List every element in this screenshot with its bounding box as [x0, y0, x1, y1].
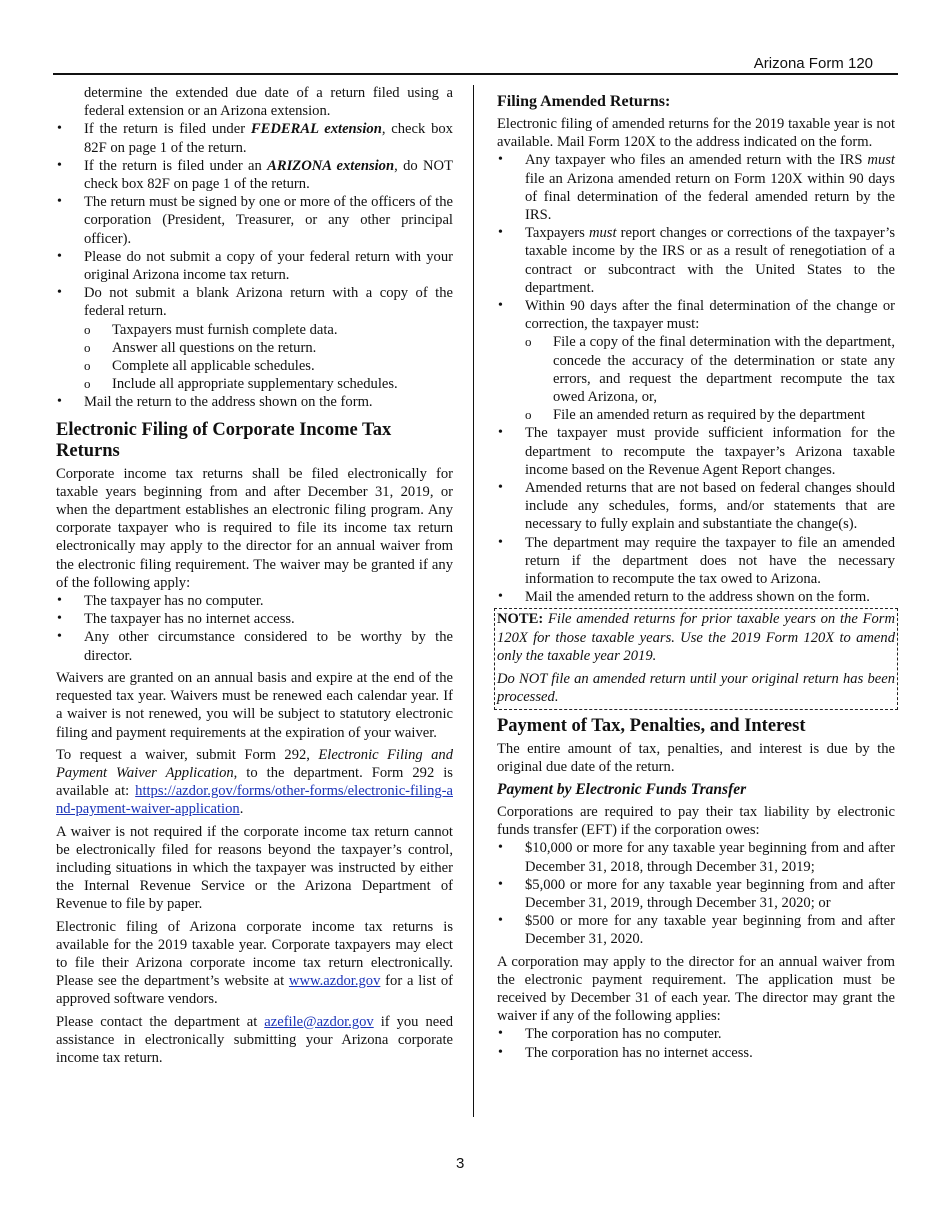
sub-list-item: o Include all appropriate supplementary schedules. [56, 375, 453, 393]
list-item: • Mail the return to the address shown on the form. [56, 393, 453, 411]
section-heading-amended-returns: Filing Amended Returns: [497, 93, 671, 110]
list-item: • Mail the amended return to the address shown on the form. [497, 588, 895, 606]
eft-intro: Corporations are required to pay their tax liability by electronic funds transfer (EFT) if the corporation owes: [497, 803, 895, 839]
list-item: • The corporation has no computer. [497, 1025, 895, 1043]
list-item: • The taxpayer has no internet access. [56, 610, 453, 628]
determination-sub-list [497, 333, 895, 424]
page-number: 3 [456, 1155, 465, 1172]
form-title-header: Arizona Form 120 [753, 55, 873, 72]
list-item: • If the return is filed under an ARIZONA extension, do NOT check box 82F on page 1 of the return. [56, 157, 453, 193]
waiver-renewal-paragraph: Waivers are granted on an annual basis and expire at the end of the requested tax year. Waivers must be renewed each calendar year. If a waiver is not renewed, you will be subject to statutory electronic filing and payment requirements at the expiration of your waiver. [56, 669, 453, 741]
emphasis-federal-extension: FEDERAL extension [250, 121, 382, 138]
emphasis-arizona-extension: ARIZONA extension [267, 157, 395, 174]
list-item: • $5,000 or more for any taxable year beginning from and after December 31, 2019, through December 31, 2020; or [497, 876, 895, 912]
sub-list-item: o Answer all questions on the return. [56, 339, 453, 357]
extension-bullet-list [56, 120, 453, 411]
efile-paragraph: Corporate income tax returns shall be filed electronically for taxable years beginning from and after December 31, 2019, or when the department establishes an electronic filing program. Any corporate taxpayer who is required to file its income tax return electronically may apply to the director for an annual waiver from the electronic filing requirement. The waiver may be granted if any of the following apply: [56, 465, 453, 591]
right-column [497, 92, 895, 1062]
list-item: • Any taxpayer who files an amended return with the IRS must file an Arizona amended return on Form 120X within 90 days of final determination of the federal amended return by the IRS. [497, 151, 895, 224]
form-292-title: Electronic Filing and Payment Waiver Application [56, 746, 453, 781]
list-item: • If the return is filed under FEDERAL extension, check box 82F on page 1 of the return. [56, 120, 453, 156]
amended-intro: Electronic filing of amended returns for the 2019 taxable year is not available. Mail Form 120X to the address indicated on the form. [497, 116, 895, 151]
blank-return-sub-list [56, 321, 453, 394]
waiver-application-link[interactable]: https://azdor.gov/forms/other-forms/electronic-filing-and-payment-waiver-application [56, 783, 453, 818]
list-item: • The return must be signed by one or more of the officers of the corporation (President, Treasurer, or any other principal officer). [56, 193, 453, 248]
list-item: • Please do not submit a copy of your federal return with your original Arizona income tax return. [56, 248, 453, 284]
note-warning: Do NOT file an amended return until your original return has been processed. [497, 671, 895, 706]
list-item: • Within 90 days after the final determination of the change or correction, the taxpayer must: o File a copy of the final determination with the department, concede the accuracy of the determination or state any errors, and request the department recompute the tax owed Arizona, or, o File an amended return as required by the department [497, 297, 895, 424]
sub-list-item: o File an amended return as required by the department [497, 406, 895, 424]
list-item: • Amended returns that are not based on federal changes should include any schedules, forms, and/or statements that are necessary to fully explain and substantiate the change(s). [497, 479, 895, 534]
list-item: • Any other circumstance considered to be worthy by the director. [56, 628, 453, 664]
azdor-website-link[interactable]: www.azdor.gov [288, 973, 381, 990]
amended-bullet-list [497, 151, 895, 606]
eft-waiver-paragraph: A corporation may apply to the director for an annual waiver from the electronic payment requirement. The application must be received by December 31 of each year. The director may grant the waiver if any of the following applies: [497, 953, 895, 1025]
sub-list-item: o Taxpayers must furnish complete data. [56, 321, 453, 339]
list-item: • $500 or more for any taxable year beginning from and after December 31, 2020. [497, 912, 895, 948]
header-rule [53, 73, 898, 75]
waiver-request-paragraph: To request a waiver, submit Form 292, Electronic Filing and Payment Waiver Application, to the department. Form 292 is available at: https://azdor.gov/forms/other-forms/electronic-filing-and-payment-waiver-application. [56, 746, 453, 818]
section-heading-electronic-filing: Electronic Filing of Corporate Income Tax Returns [56, 419, 392, 461]
list-item: • The taxpayer must provide sufficient information for the department to recompute the taxpayer’s Arizona taxable income based on the Revenue Agent Report changes. [497, 424, 895, 479]
subheading-eft: Payment by Electronic Funds Transfer [497, 780, 747, 798]
sub-list-item: o Complete all applicable schedules. [56, 357, 453, 375]
list-item: • Taxpayers must report changes or corrections of the taxpayer’s taxable income by the IRS or as a result of renegotiation of a contract or subcontract with the United States to the department. [497, 224, 895, 297]
list-item: • $10,000 or more for any taxable year beginning from and after December 31, 2018, through December 31, 2019; [497, 839, 895, 875]
azefile-email-link[interactable]: azefile@azdor.gov [264, 1013, 374, 1030]
list-item: • Do not submit a blank Arizona return with a copy of the federal return. o Taxpayers must furnish complete data. o Answer all questions on the return. o Complete all applicable schedules. o Include all appropriate supplementary schedules. [56, 284, 453, 393]
contact-paragraph: Please contact the department at azefile@azdor.gov if you need assistance in electronically submitting your Arizona corporate income tax return. [56, 1013, 453, 1066]
eft-waiver-list [497, 1025, 895, 1061]
list-item: • The corporation has no internet access. [497, 1044, 895, 1062]
payment-intro: The entire amount of tax, penalties, and interest is due by the original due date of the return. [497, 740, 895, 775]
efile-waiver-list [56, 592, 453, 665]
section-heading-payment: Payment of Tax, Penalties, and Interest [497, 715, 806, 736]
list-item: • The taxpayer has no computer. [56, 592, 453, 610]
efile-availability-paragraph: Electronic filing of Arizona corporate income tax returns is available for the 2019 taxable year. Corporate taxpayers may elect to file their Arizona corporate income tax return electronically. Please see the department’s website at www.azdor.gov for a list of approved software vendors. [56, 918, 454, 1008]
left-column [56, 84, 453, 1071]
column-divider [473, 85, 474, 1117]
extension-intro-continued: determine the extended due date of a return filed using a federal extension or an Arizona extension. [84, 85, 453, 120]
note-paragraph: NOTE: File amended returns for prior taxable years on the Form 120X for those taxable years. Use the 2019 Form 120X to amend only the taxable year 2019. [497, 611, 895, 664]
list-item: • The department may require the taxpayer to file an amended return if the department does not have the necessary information to recompute the tax owed to Arizona. [497, 534, 895, 589]
sub-list-item: o File a copy of the final determination with the department, concede the accuracy of the determination or state any errors, and request the department recompute the tax owed Arizona, or, [497, 333, 895, 406]
note-label: NOTE: [497, 611, 544, 628]
note-box [494, 608, 898, 709]
waiver-not-required-paragraph: A waiver is not required if the corporate income tax return cannot be electronically filed for reasons beyond the taxpayer’s control, including situations in which the taxpayer was instructed by either the Internal Revenue Service or the Arizona Department of Revenue to file by paper. [56, 823, 453, 913]
eft-threshold-list [497, 839, 895, 948]
